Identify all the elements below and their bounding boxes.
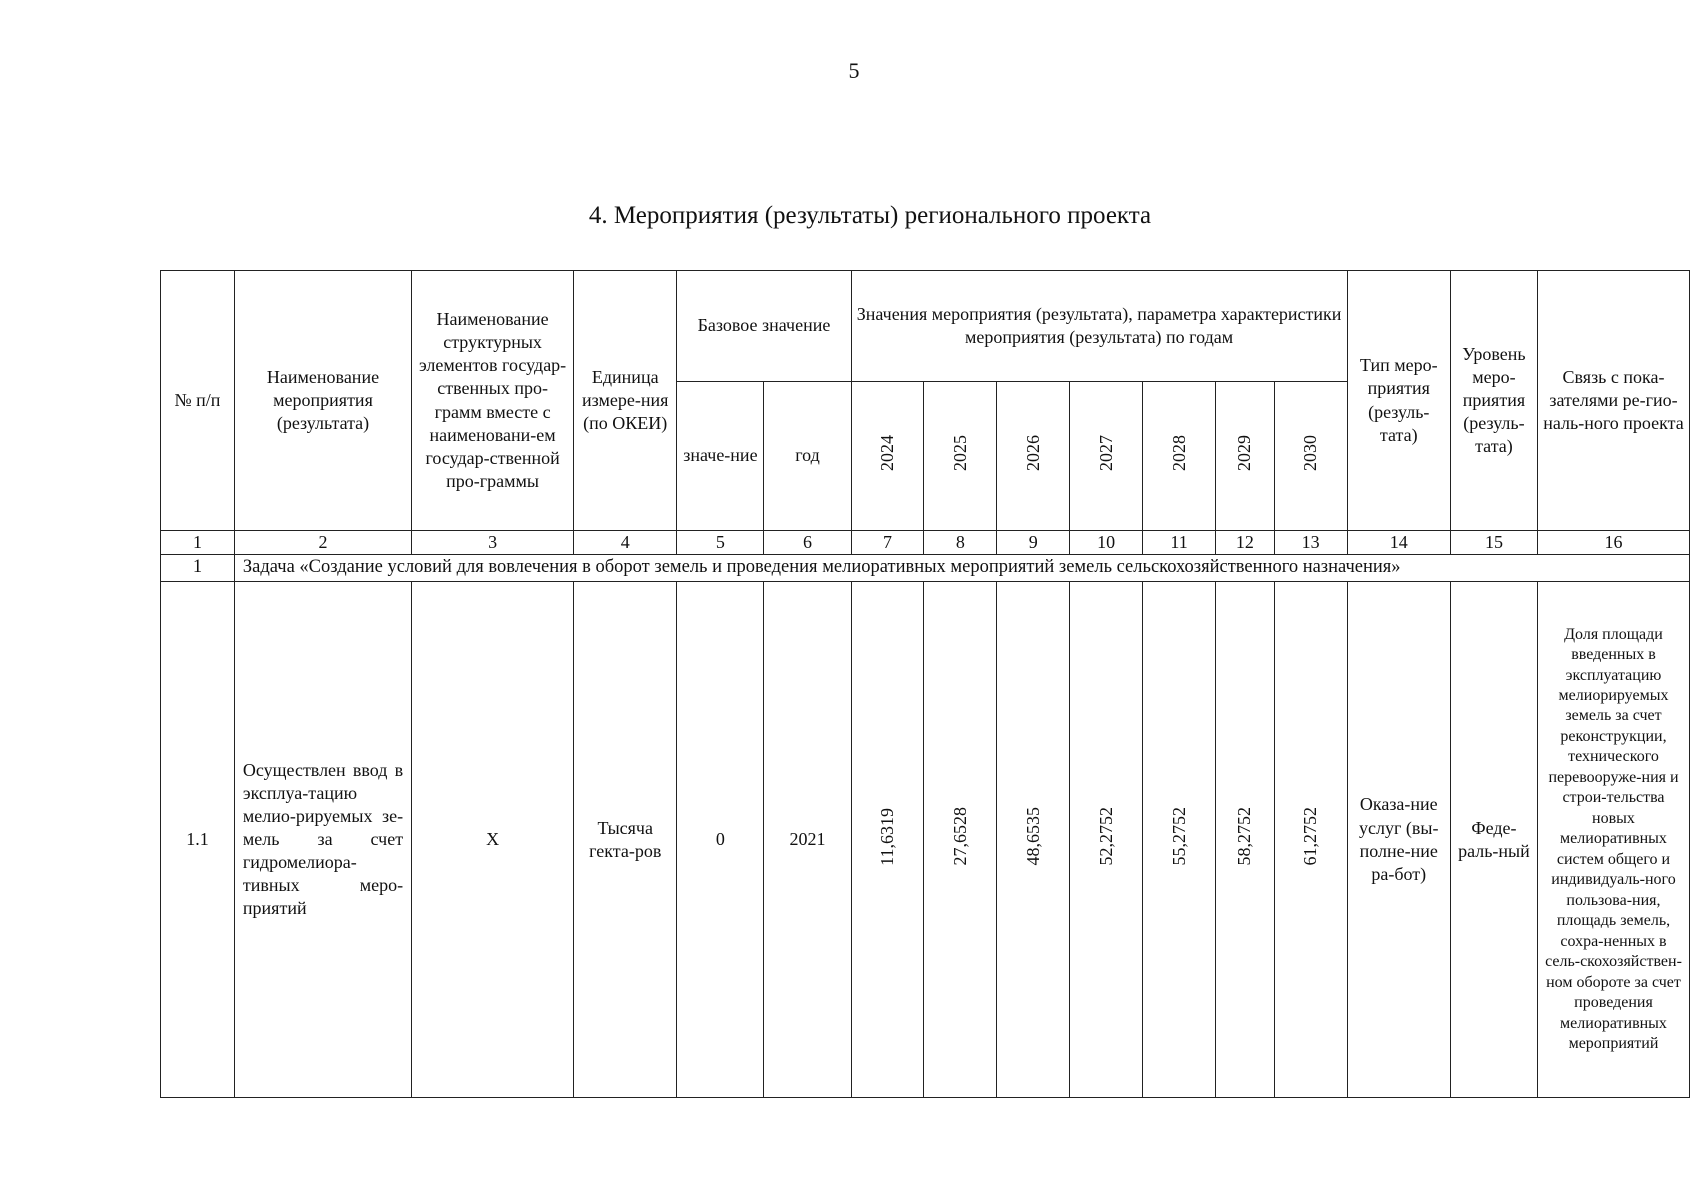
header-base-year: год (764, 382, 851, 531)
column-number: 3 (412, 531, 574, 555)
header-year-cell (1216, 382, 1275, 531)
column-number: 4 (574, 531, 677, 555)
header-year: 2025 (949, 434, 970, 471)
task-text: Задача «Создание условий для вовлечения в оборот земель и проведения мелиоративных мероприятий земель сельскохозяйственного назначения» (234, 555, 1689, 582)
column-number-row (161, 531, 1690, 555)
column-number: 8 (924, 531, 997, 555)
header-year: 2027 (1095, 434, 1116, 471)
row-base-year: 2021 (764, 582, 851, 1098)
row-num: 1.1 (161, 582, 235, 1098)
header-year: 2024 (876, 434, 897, 471)
row-value: 27,6528 (949, 807, 970, 866)
row-value: 55,2752 (1168, 807, 1189, 866)
header-num: № п/п (161, 271, 235, 531)
row-value-cell (1070, 582, 1143, 1098)
header-base: Базовое значение (677, 271, 851, 382)
row-value: 61,2752 (1300, 807, 1321, 866)
header-level: Уровень меро-приятия (резуль-тата) (1450, 271, 1537, 531)
header-year: 2029 (1234, 434, 1255, 471)
column-number: 9 (997, 531, 1070, 555)
measures-table (160, 270, 1690, 1098)
row-value: 11,6319 (876, 807, 897, 866)
row-value: 52,2752 (1095, 807, 1116, 866)
column-number: 2 (234, 531, 411, 555)
row-value-cell (851, 582, 924, 1098)
header-year: 2030 (1300, 434, 1321, 471)
column-number: 1 (161, 531, 235, 555)
header-year-cell (851, 382, 924, 531)
header-base-value: значе-ние (677, 382, 764, 531)
page-number: 5 (848, 58, 860, 83)
row-value: 48,6535 (1022, 807, 1043, 866)
column-number: 10 (1070, 531, 1143, 555)
row-value-cell (1216, 582, 1275, 1098)
task-row (161, 555, 1690, 582)
header-year-cell (1143, 382, 1216, 531)
task-num: 1 (161, 555, 235, 582)
table-row (161, 582, 1690, 1098)
row-link: Доля площади введенных в эксплуатацию мелиорируемых земель за счет реконструкции, технического перевооруже-ния и строи-тельства новых мелиоративных систем общего и индивидуаль-ного пользова-ния, площадь земель, сохра-ненных в сель-скохозяйствен-ном обороте за счет проведения мелиоративных мероприятий (1537, 582, 1689, 1098)
row-value: 58,2752 (1234, 807, 1255, 866)
row-level: Феде-раль-ный (1450, 582, 1537, 1098)
section-title: 4. Мероприятия (результаты) регионального проекта (588, 202, 1152, 229)
column-number: 16 (1537, 531, 1689, 555)
row-struct: X (412, 582, 574, 1098)
row-base-value: 0 (677, 582, 764, 1098)
row-unit: Тысяча гекта-ров (574, 582, 677, 1098)
column-number: 5 (677, 531, 764, 555)
row-value-cell (924, 582, 997, 1098)
column-number: 13 (1274, 531, 1347, 555)
header-struct: Наименование структурных элементов государ-ственных про-грамм вместе с наименовани-ем государ-ственной про-граммы (412, 271, 574, 531)
column-number: 15 (1450, 531, 1537, 555)
row-value-cell (1143, 582, 1216, 1098)
header-year-cell (924, 382, 997, 531)
column-number: 12 (1216, 531, 1275, 555)
row-value-cell (1274, 582, 1347, 1098)
row-type: Оказа-ние услуг (вы-полне-ние ра-бот) (1347, 582, 1450, 1098)
header-unit: Единица измере-ния (по ОКЕИ) (574, 271, 677, 531)
row-name: Осуществлен ввод в эксплуа-тацию мелио-рируемых зе-мель за счет гидромелиора-тивных меро-приятий (234, 582, 411, 1098)
header-name: Наименование мероприятия (результата) (234, 271, 411, 531)
header-row-1 (161, 271, 1690, 382)
header-year-cell (997, 382, 1070, 531)
header-year-cell (1070, 382, 1143, 531)
column-number: 14 (1347, 531, 1450, 555)
column-number: 7 (851, 531, 924, 555)
header-type: Тип меро-приятия (резуль-тата) (1347, 271, 1450, 531)
header-year: 2026 (1022, 434, 1043, 471)
column-number: 11 (1143, 531, 1216, 555)
header-year: 2028 (1168, 434, 1189, 471)
header-link: Связь с пока-зателями ре-гио-наль-ного проекта (1537, 271, 1689, 531)
column-number: 6 (764, 531, 851, 555)
row-value-cell (997, 582, 1070, 1098)
header-values: Значения мероприятия (результата), параметра характеристики мероприятия (результата) по годам (851, 271, 1347, 382)
header-year-cell (1274, 382, 1347, 531)
